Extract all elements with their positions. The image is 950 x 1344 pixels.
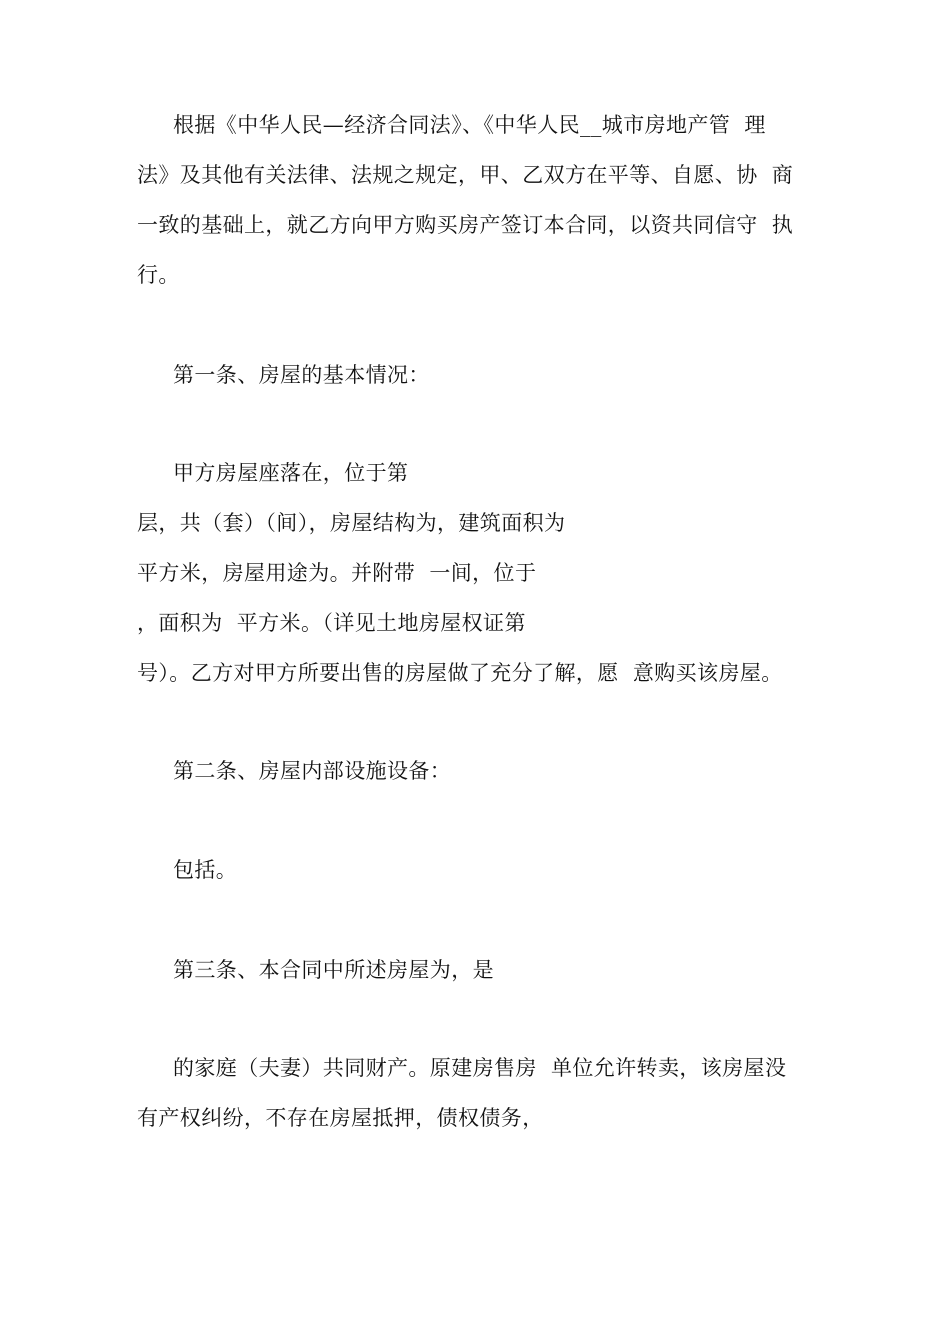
- article1-line-4: ，面积为 平方米。（详见土地房屋权证第: [137, 611, 526, 635]
- article3-title: 第三条、本合同中所述房屋为，是: [173, 958, 494, 982]
- preamble-line-4: 行。: [137, 263, 180, 287]
- article1-line-5: 号）。乙方对甲方所要出售的房屋做了充分了解，愿 意购买该房屋。: [137, 661, 783, 685]
- article1-line-3: 平方米，房屋用途为。并附带 一间，位于: [137, 561, 537, 585]
- preamble-line-1: 根据《中华人民—经济合同法》、《中华人民__城市房地产管 理: [173, 113, 766, 137]
- article1-line-2: 层，共（套）（间），房屋结构为，建筑面积为: [137, 511, 566, 535]
- article2-title: 第二条、房屋内部设施设备：: [173, 759, 452, 783]
- article1-title: 第一条、房屋的基本情况：: [173, 363, 430, 387]
- preamble-line-2: 法》及其他有关法律、法规之规定，甲、乙双方在平等、自愿、协 商: [137, 163, 794, 187]
- article1-line-1: 甲方房屋座落在，位于第: [173, 461, 409, 485]
- article2-body: 包括。: [173, 858, 238, 882]
- article3-line-1: 的家庭（夫妻）共同财产。原建房售房 单位允许转卖，该房屋没: [173, 1056, 787, 1080]
- article3-line-2: 有产权纠纷，不存在房屋抵押，债权债务，: [137, 1106, 544, 1130]
- preamble-line-3: 一致的基础上，就乙方向甲方购买房产签订本合同，以资共同信守 执: [137, 213, 794, 237]
